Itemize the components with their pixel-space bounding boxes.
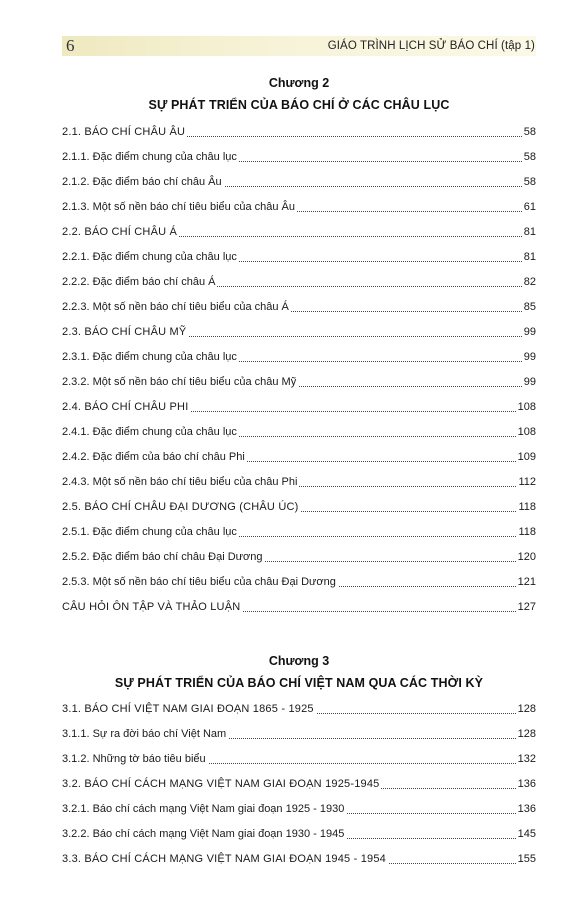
chapter-title: SỰ PHÁT TRIỂN CỦA BÁO CHÍ VIỆT NAM QUA CÁC THỜI KỲ [114, 676, 484, 690]
toc-entry-label: 2.4.2. Đặc điểm của báo chí châu Phi [62, 451, 245, 463]
toc-entry-label: 2.4.1. Đặc điểm chung của châu lục [62, 426, 237, 438]
toc-entry [62, 845, 536, 870]
toc-entry-page: 128 [517, 728, 536, 740]
toc-entry [62, 443, 536, 468]
toc-entry-label: 2.3.2. Một số nền báo chí tiêu biểu của châu Mỹ [62, 376, 297, 388]
toc-entry-label: 2.1.2. Đặc điểm báo chí châu Âu [62, 176, 222, 188]
running-header-title: GIÁO TRÌNH LỊCH SỬ BÁO CHÍ (tập 1) [327, 40, 535, 52]
toc-entry-label: 2.1. BÁO CHÍ CHÂU ÂU [62, 126, 186, 138]
toc-entry-page: 108 [517, 426, 536, 438]
toc-entry-label: 3.2.2. Báo chí cách mạng Việt Nam giai đoạn 1930 - 1945 [62, 828, 345, 840]
toc-entry-page: 128 [517, 703, 536, 715]
toc-entry-label: 2.4. BÁO CHÍ CHÂU PHI [62, 401, 189, 413]
toc-entry [62, 143, 536, 168]
toc-chapter-3 [62, 695, 536, 870]
toc-entry-label: 3.1.1. Sự ra đời báo chí Việt Nam [62, 728, 227, 740]
toc-entry [62, 293, 536, 318]
toc-entry-label: 2.5.3. Một số nền báo chí tiêu biểu của châu Đại Dương [62, 576, 336, 588]
toc-entry [62, 593, 536, 618]
toc-entry-page: 155 [517, 853, 536, 865]
toc-entry [62, 318, 536, 343]
toc-entry-label: 2.4.3. Một số nền báo chí tiêu biểu của châu Phi [62, 476, 298, 488]
toc-entry [62, 745, 536, 770]
toc-entry [62, 820, 536, 845]
toc-entry-page: 81 [523, 251, 536, 263]
toc-entry [62, 468, 536, 493]
toc-entry [62, 243, 536, 268]
toc-entry [62, 168, 536, 193]
toc-entry-label: 2.3.1. Đặc điểm chung của châu lục [62, 351, 237, 363]
toc-entry [62, 418, 536, 443]
chapter-3-heading [62, 654, 536, 690]
toc-entry [62, 770, 536, 795]
toc-entry-page: 82 [523, 276, 536, 288]
toc-entry-label: 2.2.3. Một số nền báo chí tiêu biểu của châu Á [62, 301, 289, 313]
toc-entry-page: 145 [517, 828, 536, 840]
toc-entry-page: 127 [517, 601, 536, 613]
toc-entry-label: 2.2.2. Đặc điểm báo chí châu Á [62, 276, 216, 288]
toc-entry [62, 695, 536, 720]
toc-entry-label: 3.1. BÁO CHÍ VIỆT NAM GIAI ĐOẠN 1865 - 1925 [62, 703, 314, 715]
toc-entry-page: 136 [517, 803, 536, 815]
toc-entry-label: 2.1.3. Một số nền báo chí tiêu biểu của châu Âu [62, 201, 295, 213]
toc-entry-label: 2.5.1. Đặc điểm chung của châu lục [62, 526, 237, 538]
toc-entry [62, 193, 536, 218]
toc-entry-label: 2.2.1. Đặc điểm chung của châu lục [62, 251, 237, 263]
toc-entry-label: 3.3. BÁO CHÍ CÁCH MẠNG VIỆT NAM GIAI ĐOẠN 1945 - 1954 [62, 853, 386, 865]
toc-entry-page: 109 [517, 451, 536, 463]
toc-entry-page: 132 [517, 753, 536, 765]
toc-entry-label: 3.2. BÁO CHÍ CÁCH MẠNG VIỆT NAM GIAI ĐOẠN 1925-1945 [62, 778, 380, 790]
toc-entry-page: 118 [518, 526, 536, 538]
toc-entry-page: 99 [523, 326, 536, 338]
toc-entry-label: 2.1.1. Đặc điểm chung của châu lục [62, 151, 237, 163]
toc-entry-page: 58 [523, 126, 536, 138]
toc-entry [62, 568, 536, 593]
toc-entry-page: 120 [517, 551, 536, 563]
toc-entry-page: 85 [523, 301, 536, 313]
toc-entry-label: 2.5. BÁO CHÍ CHÂU ĐẠI DƯƠNG (CHÂU ÚC) [62, 501, 299, 513]
chapter-title: SỰ PHÁT TRIỂN CỦA BÁO CHÍ Ở CÁC CHÂU LỤC [148, 98, 450, 112]
chapter-number: Chương 2 [268, 76, 330, 90]
toc-entry [62, 343, 536, 368]
toc-entry-page: 61 [523, 201, 536, 213]
toc-entry-page: 58 [523, 176, 536, 188]
toc-entry-page: 81 [523, 226, 536, 238]
toc-entry [62, 368, 536, 393]
toc-entry-page: 112 [518, 476, 536, 488]
toc-entry-label: 3.2.1. Báo chí cách mạng Việt Nam giai đoạn 1925 - 1930 [62, 803, 345, 815]
toc-entry-page: 136 [517, 778, 536, 790]
toc-entry-label: CÂU HỎI ÔN TẬP VÀ THẢO LUẬN [62, 601, 241, 613]
toc-entry [62, 720, 536, 745]
toc-entry [62, 118, 536, 143]
toc-entry [62, 493, 536, 518]
toc-entry-page: 118 [518, 501, 536, 513]
toc-entry [62, 218, 536, 243]
page-number: 6 [66, 36, 75, 55]
toc-entry-label: 2.2. BÁO CHÍ CHÂU Á [62, 226, 178, 238]
toc-entry-page: 108 [517, 401, 536, 413]
toc-entry-label: 2.3. BÁO CHÍ CHÂU MỸ [62, 326, 187, 338]
toc-entry [62, 543, 536, 568]
toc-entry [62, 268, 536, 293]
toc-entry-page: 121 [517, 576, 536, 588]
toc-entry [62, 393, 536, 418]
toc-entry-page: 58 [523, 151, 536, 163]
toc-entry-label: 3.1.2. Những tờ báo tiêu biểu [62, 753, 206, 765]
chapter-2-heading [62, 76, 536, 112]
toc-entry [62, 518, 536, 543]
toc-chapter-2 [62, 118, 536, 618]
toc-entry [62, 795, 536, 820]
chapter-number: Chương 3 [268, 654, 330, 668]
toc-entry-label: 2.5.2. Đặc điểm báo chí châu Đại Dương [62, 551, 263, 563]
toc-entry-page: 99 [523, 376, 536, 388]
toc-entry-page: 99 [523, 351, 536, 363]
